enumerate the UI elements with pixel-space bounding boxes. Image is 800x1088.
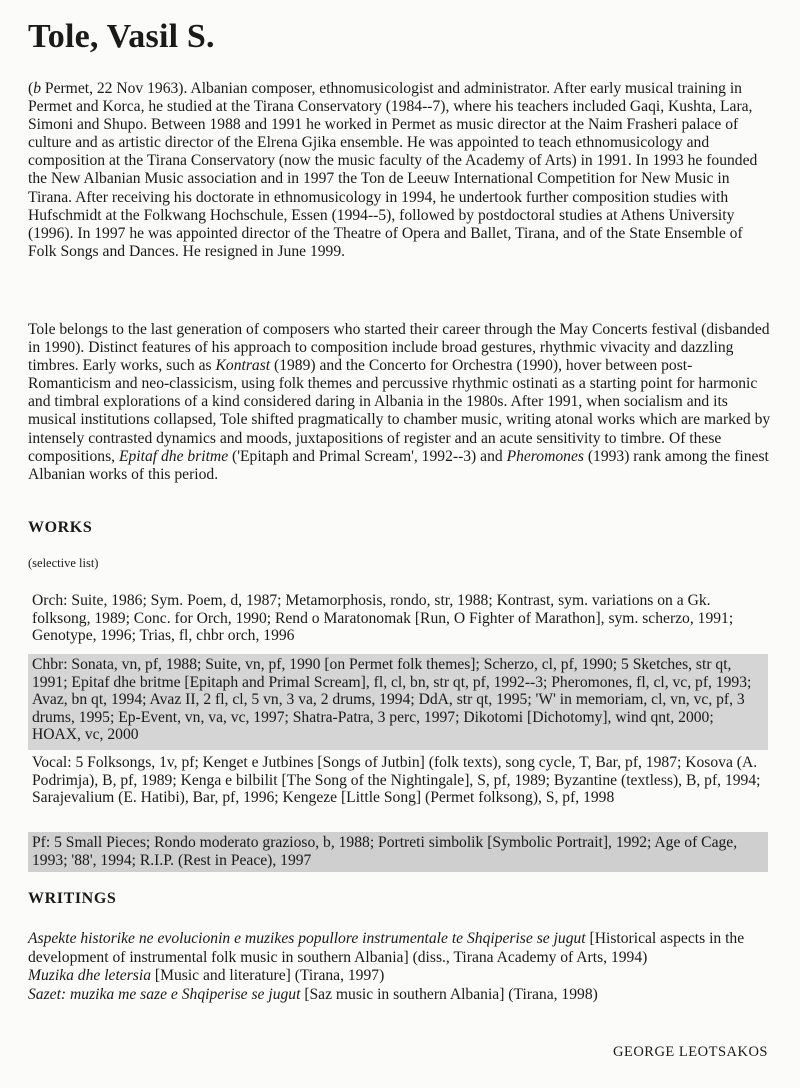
works-heading: WORKS [28, 519, 93, 536]
works-note: (selective list) [28, 556, 99, 570]
work-title-epitaf: Epitaf dhe britme [118, 447, 229, 465]
writing-entry [28, 967, 773, 986]
writings-heading: WRITINGS [28, 890, 117, 907]
writing-details: [Historical aspects in the development of instrumental folk music in southern Albania] (diss., Tirana Academy of Arts, 1994) [28, 930, 745, 966]
works-vocal: Vocal: 5 Folksongs, 1v, pf; Kenget e Jutbines [Songs of Jutbin] (folk texts), song cycle, T, Bar, pf, 1987; Kosova (A. Podrimja), B, pf, 1989; Kenga e bilbilit [The Song of the Nightingale], S, pf, 1989; Byzantine (textless), B, pf, 1994; Sarajevalium (E. Hatibi), Bar, pf, 1996; Kengeze [Little Song] (Permet folksong), S, pf, 1998 [32, 754, 761, 806]
article-title: Tole, Vasil S. [28, 18, 215, 55]
works-piano: Pf: 5 Small Pieces; Rondo moderato grazioso, b, 1988; Portreti simbolik [Symbolic Portrait], 1992; Age of Cage, 1993; '88', 1994; R.I.P. (Rest in Peace), 1997 [28, 832, 768, 872]
bio-p2-text-d: (1993) rank among the finest Albanian works of this period. [28, 447, 769, 483]
works-orchestral: Orch: Suite, 1986; Sym. Poem, d, 1987; Metamorphosis, rondo, str, 1988; Kontrast, sym. variations on a Gk. folksong, 1989; Conc. for Orch, 1990; Rend o Maratonomak [Run, O Fighter of Marathon], sym. scherzo, 1991; Genotype, 1996; Trias, fl, chbr orch, 1996 [32, 592, 734, 644]
writing-title: Muzika dhe letersia [28, 967, 151, 984]
writing-entry [28, 986, 773, 1005]
birth-abbrev: b [33, 80, 41, 97]
biography-paragraph-2 [28, 321, 773, 484]
biography-paragraph-1-text: Permet, 22 Nov 1963). Albanian composer, ethnomusicologist and administrator. After early musical training in Permet and Korca, he studied at the Tirana Conservatory (1984--7), where his teachers included Gaqi, Kushta, Lara, Simoni and Shupo. Between 1988 and 1991 he worked in Permet as music director at the Naim Frasheri palace of culture and as artistic director of the Elrena Gjika ensemble. He was appointed to teach ethnomusicology and composition at the Tirana Conservatory (now the music faculty of the Academy of Arts) in 1991. In 1993 he founded the New Albanian Music association and in 1997 the Ton de Leeuw International Competition for New Music in Tirana. After receiving his doctorate in ethnomusicology in 1994, he undertook further composition studies with Hufschmidt at the Folkwang Hochschule, Essen (1994--5), followed by postdoctoral studies at Athens University (1996). In 1997 he was appointed director of the Theatre of Opera and Ballet, Tirana, and of the State Ensemble of Folk Songs and Dances. He resigned in June 1999. [28, 80, 758, 260]
writing-title: Sazet: muzika me saze e Shqiperise se jugut [28, 985, 301, 1003]
bio-p2-text-c: ('Epitaph and Primal Scream', 1992--3) and [228, 447, 507, 465]
bio-p2-text-b: (1989) and the Concerto for Orchestra (1990), hover between post-Romanticism and neo-classicism, using folk themes and percussive rhythmic ostinati as a starting point for harmonic and timbral explorations of a kind considered daring in Albania in the 1980s. After 1991, when socialism and its musical institutions collapsed, Tole shifted pragmatically to chamber music, writing atonal works which are marked by intensely contrasted dynamics and moods, juxtapositions of register and an acute sensitivity to timbre. Of these compositions, [28, 357, 771, 465]
writings-list [28, 930, 773, 1004]
biography-paragraph-1: (b Permet, 22 Nov 1963). Albanian composer, ethnomusicologist and administrator. After early musical training in Permet and Korca, he studied at the Tirana Conservatory (1984--7), where his teachers included Gaqi, Kushta, Lara, Simoni and Shupo. Between 1988 and 1991 he worked in Permet as music director at the Naim Frasheri palace of culture and as artistic director of the Elrena Gjika ensemble. He was appointed to teach ethnomusicology and composition at the Tirana Conservatory (now the music faculty of the Academy of Arts) in 1991. In 1993 he founded the New Albanian Music association and in 1997 the Ton de Leeuw International Competition for New Music in Tirana. After receiving his doctorate in ethnomusicology in 1994, he undertook further composition studies with Hufschmidt at the Folkwang Hochschule, Essen (1994--5), followed by postdoctoral studies at Athens University (1996). In 1997 he was appointed director of the Theatre of Opera and Ballet, Tirana, and of the State Ensemble of Folk Songs and Dances. He resigned in June 1999. [28, 80, 758, 260]
author-signature: GEORGE LEOTSAKOS [612, 1044, 768, 1060]
writing-title: Aspekte historike ne evolucionin e muzikes popullore instrumentale te Shqiperise se jugut [28, 930, 586, 947]
writing-details: [Saz music in southern Albania] (Tirana, 1998) [300, 985, 598, 1003]
works-chamber: Chbr: Sonata, vn, pf, 1988; Suite, vn, pf, 1990 [on Permet folk themes]; Scherzo, cl, pf, 1990; 5 Sketches, str qt, 1991; Epitaf dhe britme [Epitaph and Primal Scream], fl, cl, bn, str qt, pf, 1992--3; Pheromones, fl, cl, vc, pf, 1993; Avaz, bn qt, 1994; Avaz II, 2 fl, cl, 5 vn, 3 va, 2 drums, 1994; DdA, str qt, 1995; 'W' in memoriam, cl, vn, vc, pf, 3 drums, 1995; Ep-Event, vn, va, vc, 1997; Shatra-Patra, 3 perc, 1997; Dikotomi [Dichotomy], wind qnt, 2000; HOAX, vc, 2000 [28, 654, 768, 750]
work-title-kontrast: Kontrast [215, 357, 271, 375]
writing-entry [28, 930, 773, 967]
writing-details: [Music and literature] (Tirana, 1997) [151, 967, 385, 984]
work-title-pheromones: Pheromones [506, 447, 584, 465]
bio-p2-text-a: Tole belongs to the last generation of composers who started their career through the May Concerts festival (disbanded in 1990). Distinct features of his approach to composition include broad gestures, rhythmic vivacity and dazzling timbres. Early works, such as [28, 321, 770, 375]
